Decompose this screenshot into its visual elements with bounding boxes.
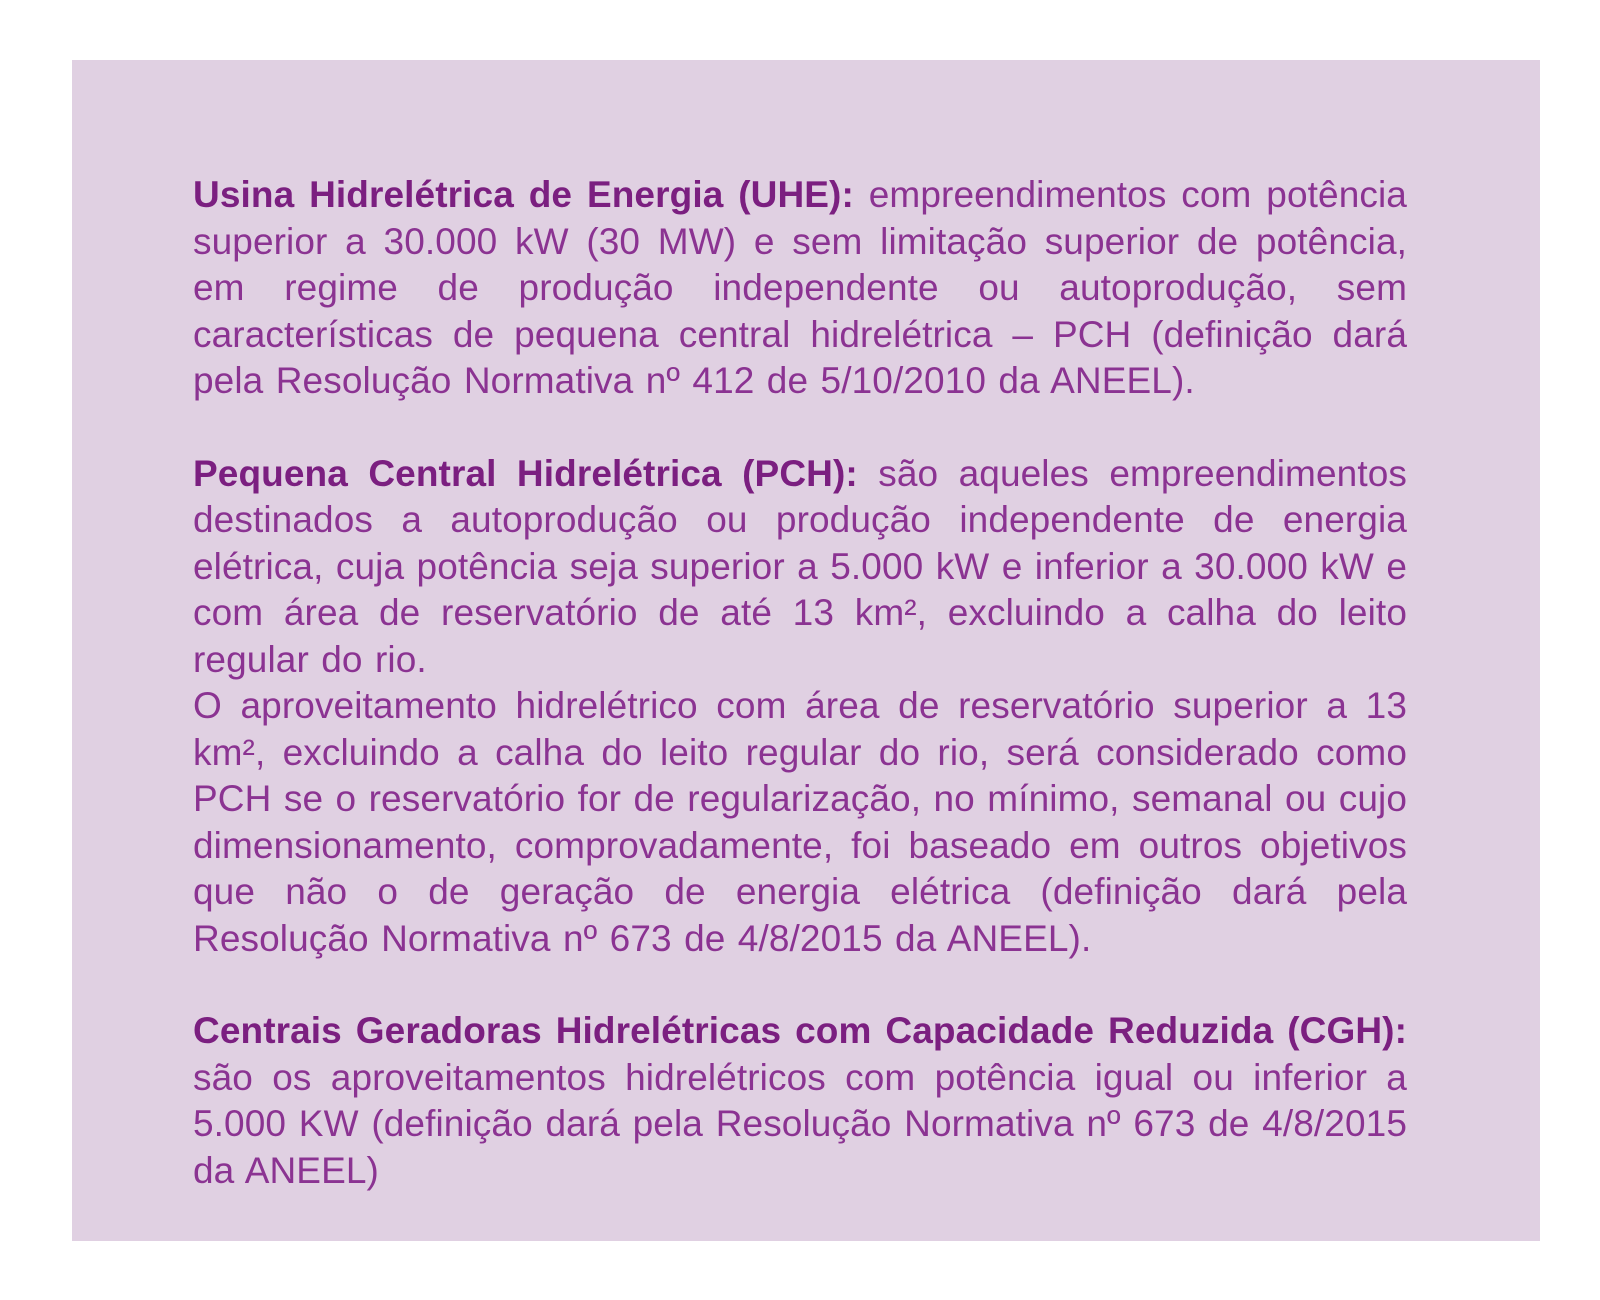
paragraph-cgh xyxy=(193,1008,1407,1194)
cgh-definition: são os aproveitamentos hidrelétricos com potência igual ou inferior a 5.000 KW (definição dará pela Resolução Normativa nº 673 de 4/8/2015 da ANEEL) xyxy=(193,1056,1407,1191)
hydro-definitions-text xyxy=(193,172,1407,1194)
paragraph-pch xyxy=(193,451,1407,963)
uhe-term: Usina Hidrelétrica de Energia (UHE): xyxy=(193,174,854,215)
cgh-term: Centrais Geradoras Hidrelétricas com Capacidade Reduzida (CGH): xyxy=(193,1010,1407,1051)
uhe-definition: empreendimentos com potência superior a 30.000 kW (30 MW) e sem limitação superior de potência, em regime de produção independente ou autoprodução, sem características de pequena central hidrelétrica – PCH (definição dará pela Resolução Normativa nº 412 de 5/10/2010 da ANEEL). xyxy=(193,174,1407,401)
pch-definition: são aqueles empreendimentos destinados a autoprodução ou produção independente de energia elétrica, cuja potência seja superior a 5.000 kW e inferior a 30.000 kW e com área de reservatório de até 13 km², excluindo a calha do leito regular do rio. xyxy=(193,452,1407,680)
paragraph-uhe xyxy=(193,172,1407,405)
content-panel xyxy=(72,60,1540,1241)
pch-term: Pequena Central Hidrelétrica (PCH): xyxy=(193,452,858,494)
pch-definition-continued: O aproveitamento hidrelétrico com área de reservatório superior a 13 km², excluindo a calha do leito regular do rio, será considerado como PCH se o reservatório for de regularização, no mínimo, semanal ou cujo dimensionamento, comprovadamente, foi baseado em outros objetivos que não o de geração de energia elétrica (definição dará pela Resolução Normativa nº 673 de 4/8/2015 da ANEEL). xyxy=(193,685,1407,959)
